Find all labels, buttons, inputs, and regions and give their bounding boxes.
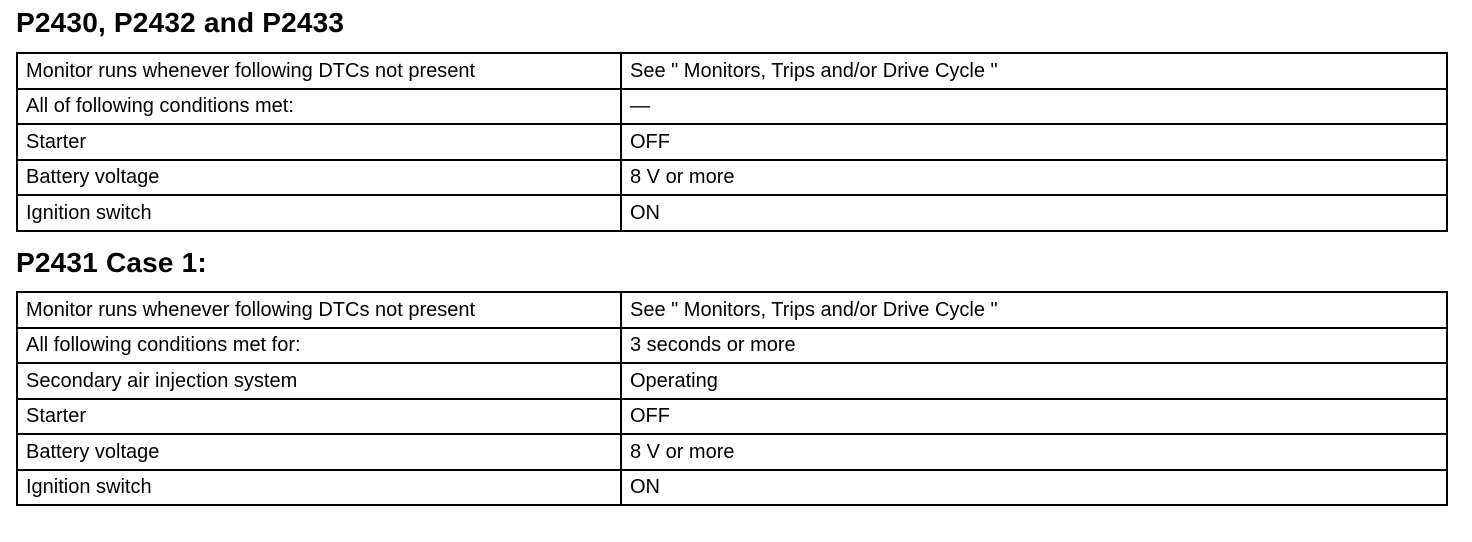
condition-label: Ignition switch [17,470,621,506]
condition-value: 3 seconds or more [621,328,1447,364]
table-row [17,89,1447,125]
condition-value: — [621,89,1447,125]
table-row [17,470,1447,506]
condition-value: 8 V or more [621,434,1447,470]
condition-label: All following conditions met for: [17,328,621,364]
section-title-p2430-p2432-p2433: P2430, P2432 and P2433 [16,7,345,38]
condition-value: See " Monitors, Trips and/or Drive Cycle " [621,292,1447,328]
condition-label: Ignition switch [17,195,621,231]
condition-value: OFF [621,124,1447,160]
table-row [17,53,1447,89]
condition-label: Battery voltage [17,434,621,470]
condition-label: Monitor runs whenever following DTCs not present [17,53,621,89]
condition-value: OFF [621,399,1447,435]
condition-value: ON [621,195,1447,231]
section-title-p2431-case-1: P2431 Case 1: [16,247,207,278]
table-row [17,195,1447,231]
table-row [17,434,1447,470]
condition-label: Starter [17,399,621,435]
condition-value: Operating [621,363,1447,399]
condition-value: ON [621,470,1447,506]
conditions-table-p2430-p2432-p2433 [16,52,1448,232]
table-row [17,124,1447,160]
condition-value: See " Monitors, Trips and/or Drive Cycle " [621,53,1447,89]
condition-label: All of following conditions met: [17,89,621,125]
condition-label: Battery voltage [17,160,621,196]
condition-label: Starter [17,124,621,160]
table-row [17,399,1447,435]
table-row [17,363,1447,399]
condition-label: Secondary air injection system [17,363,621,399]
table-row [17,160,1447,196]
condition-value: 8 V or more [621,160,1447,196]
condition-label: Monitor runs whenever following DTCs not present [17,292,621,328]
table-row [17,292,1447,328]
table-row [17,328,1447,364]
conditions-table-p2431-case-1 [16,291,1448,506]
